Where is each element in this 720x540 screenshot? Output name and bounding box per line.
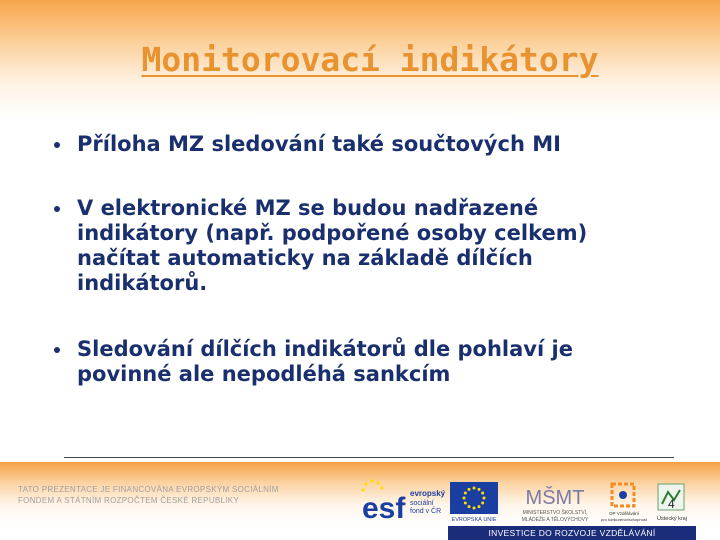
op-vzdelavani-logo (600, 482, 648, 526)
page-number: 4 (668, 497, 675, 511)
op-caption: pro konkurenceschopnost (601, 517, 647, 522)
eu-star-icon (481, 492, 484, 495)
eu-caption: EVROPSKÁ UNIE (451, 517, 497, 522)
bullet-line: povinné ale nepodléhá sankcím (77, 362, 451, 386)
op-logo-icon (600, 482, 648, 526)
eu-flag-logo (448, 482, 500, 522)
esf-text: evropský (410, 489, 446, 498)
slide-title: Monitorovací indikátory (141, 40, 599, 79)
esf-text: fond v ČR (410, 508, 442, 515)
eu-star-icon (478, 488, 481, 491)
footer-divider (64, 457, 674, 458)
bullet-dot-icon (54, 142, 60, 148)
bullet-dot-icon (54, 206, 60, 212)
eu-star-icon (478, 505, 481, 508)
msmt-logo (518, 480, 592, 524)
eu-star-icon (463, 497, 466, 500)
bullet-line: indikátory (např. podpořené osoby celkem) (77, 221, 588, 245)
eu-star-icon (464, 502, 467, 505)
bullet-item-3 (52, 337, 692, 387)
esf-text: sociální (410, 500, 434, 507)
msmt-name: MŠMT (525, 487, 585, 509)
eu-star-icon (468, 505, 471, 508)
msmt-caption: MINISTERSTVO ŠKOLSTVÍ, (522, 510, 588, 516)
investment-banner: INVESTICE DO ROZVOJE VZDĚLÁVÁNÍ (448, 526, 696, 540)
bullet-line: V elektronické MZ se budou nadřazené (77, 196, 539, 220)
eu-flag-icon (448, 482, 500, 522)
esf-name: esf (362, 492, 406, 524)
eu-star-icon (468, 488, 471, 491)
esf-logo-icon (360, 478, 446, 524)
bullet-line: načítat automaticky na základě dílčích (77, 246, 533, 270)
bullet-line: Sledování dílčích indikátorů dle pohlaví je (77, 337, 573, 361)
bullet-line: indikátorů. (77, 271, 208, 295)
logo-strip (360, 478, 700, 540)
bullet-item-1 (52, 132, 692, 157)
funding-line: FONDEM A STÁTNÍM ROZPOČTEM ČESKÉ REPUBLIKY (18, 496, 240, 505)
esf-logo (360, 478, 446, 524)
eu-star-icon (483, 497, 486, 500)
bullet-item-2 (52, 196, 692, 296)
funding-statement (18, 484, 348, 506)
msmt-caption: MLÁDEŽE A TĚLOVÝCHOVY (521, 517, 589, 523)
eu-star-icon (473, 487, 476, 490)
eu-star-icon (464, 492, 467, 495)
bullet-dot-icon (54, 347, 60, 353)
kraj-caption: Ústecký kraj (657, 516, 687, 522)
eu-star-icon (473, 507, 476, 510)
funding-line: TATO PREZENTACE JE FINANCOVÁNA EVROPSKÝM SOCIÁLNÍM (18, 485, 279, 494)
op-caption: OP Vzdělávání (609, 511, 639, 516)
msmt-logo-icon (518, 480, 592, 524)
eu-star-icon (481, 502, 484, 505)
bullet-line: Příloha MZ sledování také součtových MI (77, 132, 561, 156)
